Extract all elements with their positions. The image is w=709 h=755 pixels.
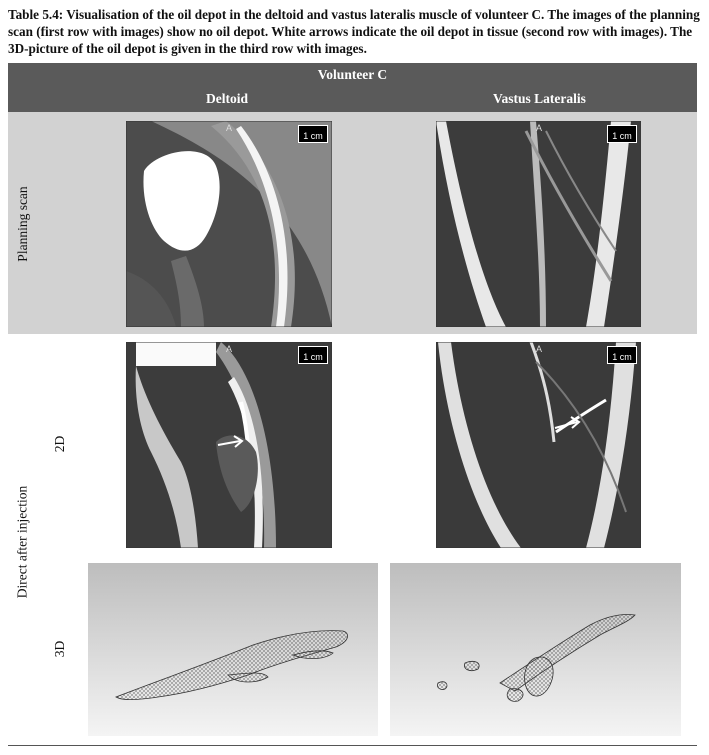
render-3d-vastus bbox=[390, 563, 681, 736]
orientation-label: A bbox=[536, 123, 543, 133]
arrow-icon bbox=[216, 435, 246, 451]
mri-deltoid-planning bbox=[126, 121, 332, 327]
render-3d-deltoid bbox=[88, 563, 378, 736]
column-header-deltoid: Deltoid bbox=[206, 91, 248, 106]
orientation-label: A bbox=[226, 344, 233, 354]
scale-bar bbox=[607, 125, 637, 143]
scale-label: 1 cm bbox=[612, 131, 632, 141]
table-bottom-rule bbox=[8, 745, 697, 746]
scale-label: 1 cm bbox=[612, 352, 632, 362]
orientation-label: A bbox=[226, 123, 233, 133]
mri-deltoid-2d bbox=[126, 342, 332, 548]
header-volunteer: Volunteer C bbox=[8, 63, 697, 87]
mri-vastus-planning bbox=[436, 121, 641, 327]
row-label-2d: 2D bbox=[52, 435, 67, 453]
header-columns bbox=[8, 87, 697, 112]
column-header-vastus-lateralis: Vastus Lateralis bbox=[493, 91, 586, 106]
table-caption: Table 5.4: Visualisation of the oil depot in the deltoid and vastus lateralis muscle of volunteer C. The images of the planning scan (first row with images) show no oil depot. White arrows indicate the oil depot in tissue (second row with images). The 3D-picture of the oil depot is given in the third row with images. bbox=[8, 7, 700, 56]
scale-label: 1 cm bbox=[303, 352, 323, 362]
scale-bar bbox=[298, 125, 328, 143]
row-label-3d: 3D bbox=[52, 640, 67, 658]
mri-vastus-2d bbox=[436, 342, 641, 548]
arrow-icon bbox=[553, 416, 583, 432]
orientation-label: A bbox=[536, 344, 543, 354]
row-label-direct-after-injection: Direct after injection bbox=[14, 485, 30, 599]
scale-bar bbox=[607, 346, 637, 364]
scale-bar bbox=[298, 346, 328, 364]
row-label-planning-scan: Planning scan bbox=[15, 186, 30, 262]
scale-label: 1 cm bbox=[303, 131, 323, 141]
